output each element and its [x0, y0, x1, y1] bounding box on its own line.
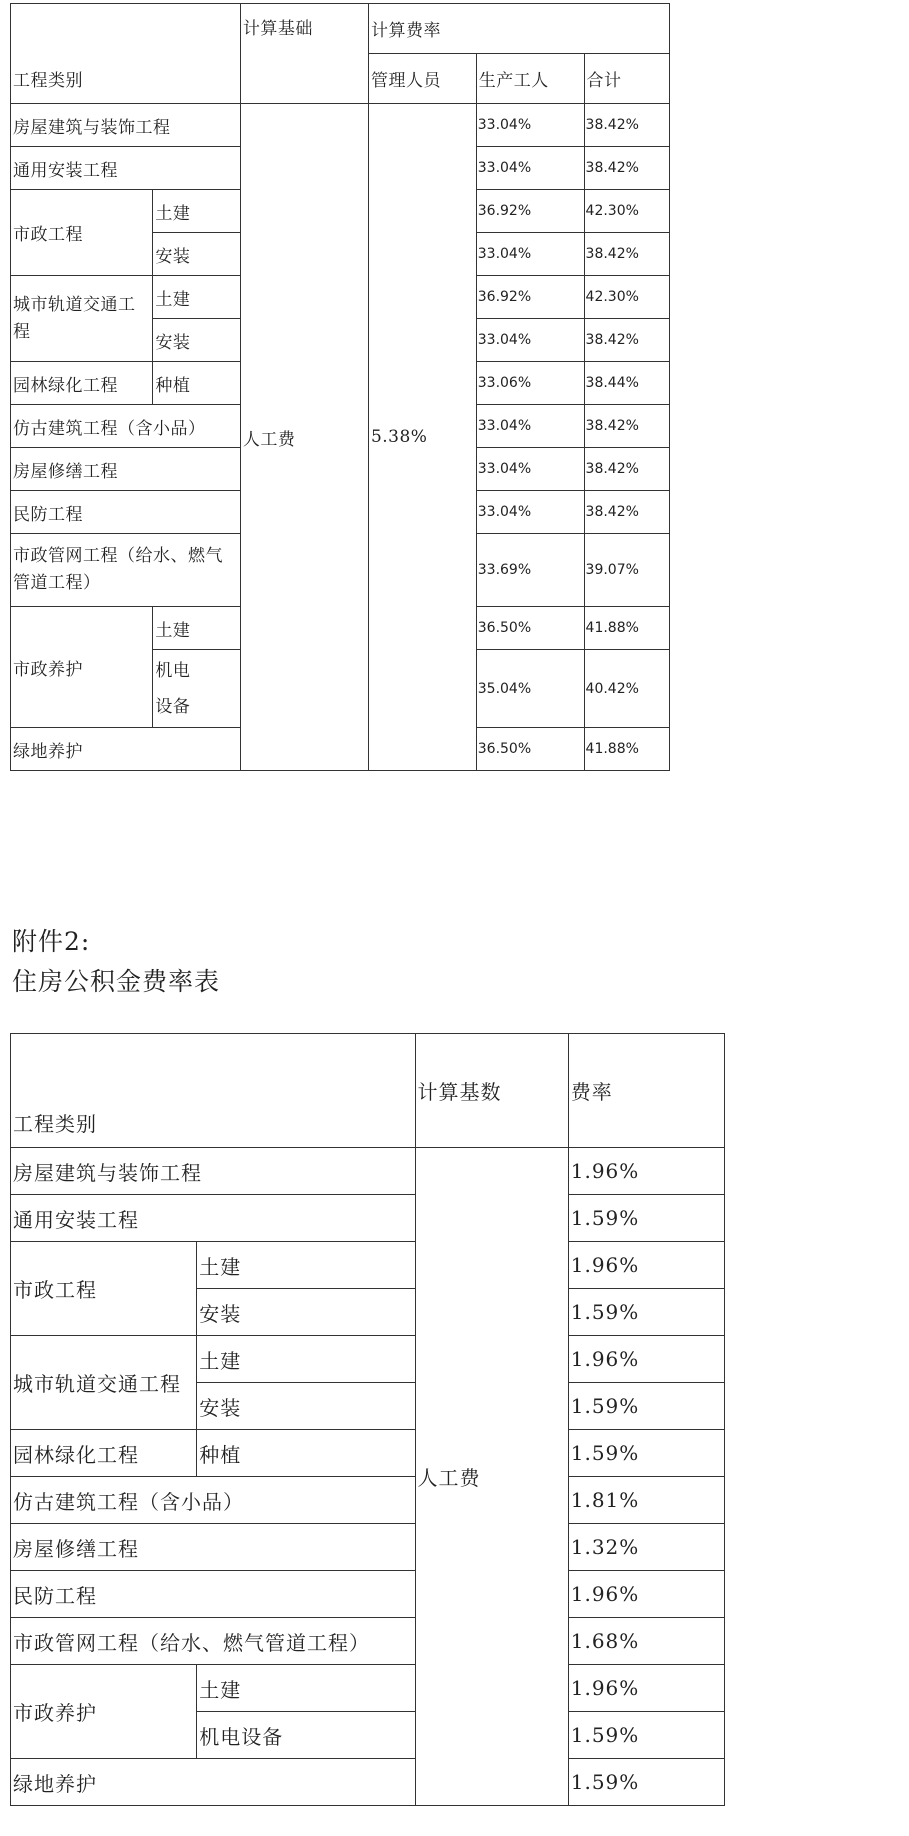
- workers-rate: 36.50%: [476, 607, 584, 650]
- table-row: [11, 1430, 725, 1477]
- rate-value: 1.68%: [568, 1618, 724, 1665]
- rate-value: 1.59%: [568, 1759, 724, 1806]
- row-category: 市政工程: [11, 1242, 197, 1336]
- rate-value: 1.59%: [568, 1430, 724, 1477]
- attachment-label: 附件2:: [12, 927, 91, 956]
- total-rate: 42.30%: [584, 190, 669, 233]
- total-rate: 38.42%: [584, 448, 669, 491]
- row-subcategory: 土建: [197, 1242, 415, 1289]
- table-row: [11, 1524, 725, 1571]
- row-category: 房屋建筑与装饰工程: [11, 104, 241, 147]
- workers-rate: 33.04%: [476, 448, 584, 491]
- row-subcategory: 安装: [153, 233, 240, 276]
- workers-rate: 36.92%: [476, 276, 584, 319]
- header-total: 合计: [584, 54, 669, 104]
- table-row: [11, 1759, 725, 1806]
- row-category: 园林绿化工程: [11, 362, 153, 405]
- row-category: 绿地养护: [11, 728, 241, 771]
- table-row: [11, 1195, 725, 1242]
- rate-value: 1.96%: [568, 1148, 724, 1195]
- rate-value: 1.59%: [568, 1712, 724, 1759]
- row-category: 城市轨道交通工程: [11, 276, 153, 362]
- rate-value: 1.96%: [568, 1242, 724, 1289]
- rate-value: 1.59%: [568, 1289, 724, 1336]
- header-rate: 计算费率: [368, 4, 669, 54]
- rate-value: 1.96%: [568, 1665, 724, 1712]
- workers-rate: 33.04%: [476, 405, 584, 448]
- row-subcategory: 土建: [153, 190, 240, 233]
- row-category: 民防工程: [11, 491, 241, 534]
- row-category: 市政工程: [11, 190, 153, 276]
- table-row: [11, 1336, 725, 1383]
- row-subcategory: 种植: [197, 1430, 415, 1477]
- table-header-row: [11, 4, 670, 54]
- table-header-row: [11, 1034, 725, 1148]
- total-rate: 38.42%: [584, 233, 669, 276]
- total-rate: 39.07%: [584, 534, 669, 607]
- row-category: 绿地养护: [11, 1759, 416, 1806]
- row-category: 园林绿化工程: [11, 1430, 197, 1477]
- attachment-title: 住房公积金费率表: [12, 967, 221, 996]
- header-category: 工程类别: [11, 4, 241, 104]
- row-category: 城市轨道交通工程: [11, 1336, 197, 1430]
- row-category: 房屋修缮工程: [11, 448, 241, 491]
- row-subcategory: 土建: [197, 1665, 415, 1712]
- table-row: [11, 1665, 725, 1712]
- row-subcategory-text: 机电设备: [155, 660, 191, 717]
- workers-rate: 33.04%: [476, 147, 584, 190]
- workers-rate: 35.04%: [476, 650, 584, 728]
- rate-value: 1.96%: [568, 1571, 724, 1618]
- rate-value: 1.96%: [568, 1336, 724, 1383]
- total-rate: 38.42%: [584, 319, 669, 362]
- rate-value: 1.59%: [568, 1195, 724, 1242]
- row-category: 通用安装工程: [11, 1195, 416, 1242]
- workers-rate: 33.04%: [476, 491, 584, 534]
- header-base: 计算基数: [415, 1034, 568, 1148]
- rate-table-1: [10, 3, 670, 771]
- row-category: 房屋建筑与装饰工程: [11, 1148, 416, 1195]
- total-rate: 38.42%: [584, 405, 669, 448]
- workers-rate: 36.92%: [476, 190, 584, 233]
- workers-rate: 33.06%: [476, 362, 584, 405]
- rate-value: 1.32%: [568, 1524, 724, 1571]
- row-category: 通用安装工程: [11, 147, 241, 190]
- table-row: [11, 1618, 725, 1665]
- header-category: 工程类别: [11, 1034, 416, 1148]
- row-category: 市政养护: [11, 607, 153, 728]
- rate-value: 1.81%: [568, 1477, 724, 1524]
- total-rate: 38.42%: [584, 104, 669, 147]
- mgmt-value: 5.38%: [368, 104, 476, 771]
- header-mgmt: 管理人员: [368, 54, 476, 104]
- table-row: [11, 1477, 725, 1524]
- row-subcategory: 土建: [197, 1336, 415, 1383]
- table-row: [11, 1242, 725, 1289]
- total-rate: 38.42%: [584, 491, 669, 534]
- header-workers: 生产工人: [476, 54, 584, 104]
- base-value: 人工费: [415, 1148, 568, 1806]
- row-category: 市政养护: [11, 1665, 197, 1759]
- table-row: [11, 1571, 725, 1618]
- workers-rate: 33.04%: [476, 233, 584, 276]
- workers-rate: 33.04%: [476, 104, 584, 147]
- total-rate: 42.30%: [584, 276, 669, 319]
- table-row: [11, 1148, 725, 1195]
- table-row: [11, 104, 670, 147]
- workers-rate: 33.69%: [476, 534, 584, 607]
- row-subcategory: 安装: [197, 1289, 415, 1336]
- row-category: 房屋修缮工程: [11, 1524, 416, 1571]
- row-category: 仿古建筑工程（含小品）: [11, 1477, 416, 1524]
- header-rate: 费率: [568, 1034, 724, 1148]
- row-subcategory: 种植: [153, 362, 240, 405]
- row-subcategory: 安装: [153, 319, 240, 362]
- row-subcategory: 机电设备: [197, 1712, 415, 1759]
- total-rate: 41.88%: [584, 728, 669, 771]
- row-subcategory: 安装: [197, 1383, 415, 1430]
- header-base: 计算基础: [240, 4, 368, 104]
- rate-value: 1.59%: [568, 1383, 724, 1430]
- rate-table-2: [10, 1033, 725, 1806]
- row-subcategory: 土建: [153, 276, 240, 319]
- base-value: 人工费: [240, 104, 368, 771]
- total-rate: 41.88%: [584, 607, 669, 650]
- row-category: 民防工程: [11, 1571, 416, 1618]
- row-subcategory: [153, 650, 240, 728]
- workers-rate: 33.04%: [476, 319, 584, 362]
- row-category: 市政管网工程（给水、燃气管道工程）: [11, 1618, 416, 1665]
- row-subcategory: 土建: [153, 607, 240, 650]
- total-rate: 40.42%: [584, 650, 669, 728]
- total-rate: 38.44%: [584, 362, 669, 405]
- total-rate: 38.42%: [584, 147, 669, 190]
- row-category: 市政管网工程（给水、燃气管道工程）: [11, 534, 241, 607]
- row-category: 仿古建筑工程（含小品）: [11, 405, 241, 448]
- workers-rate: 36.50%: [476, 728, 584, 771]
